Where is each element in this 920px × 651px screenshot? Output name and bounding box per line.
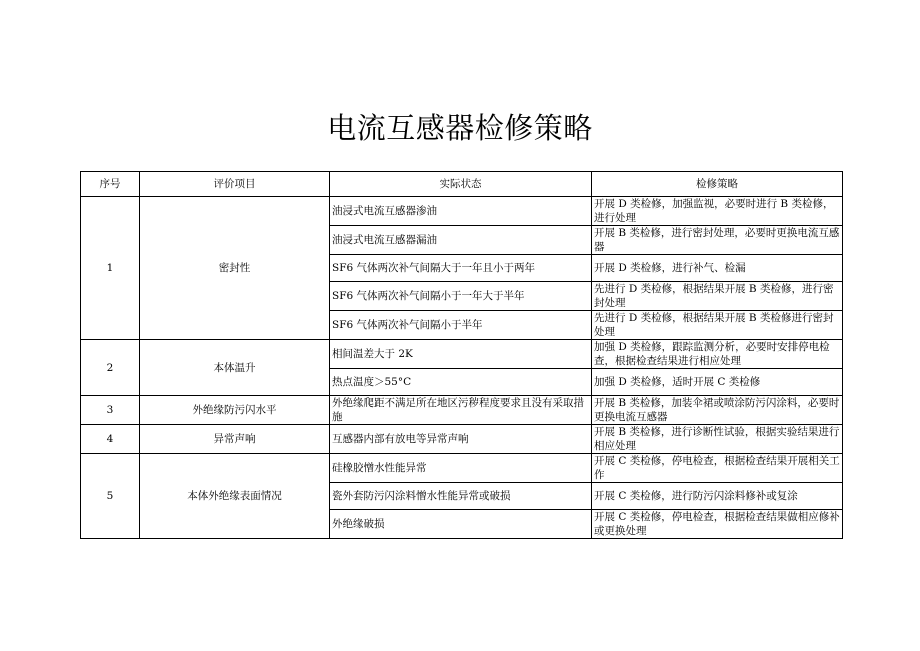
row-number: 1 bbox=[81, 197, 140, 340]
actual-state: 外绝缘爬距不满足所在地区污秽程度要求且没有采取措施 bbox=[330, 396, 592, 425]
maintenance-strategy: 开展 B 类检修，加装伞裙或喷涂防污闪涂料，必要时更换电流互感器 bbox=[592, 396, 843, 425]
evaluation-item: 外绝缘防污闪水平 bbox=[140, 396, 330, 425]
header-strategy: 检修策略 bbox=[592, 172, 843, 197]
header-number: 序号 bbox=[81, 172, 140, 197]
table-header-row bbox=[81, 172, 843, 197]
maintenance-strategy: 开展 D 类检修，加强监视，必要时进行 B 类检修，进行处理 bbox=[592, 197, 843, 226]
row-number: 5 bbox=[81, 454, 140, 539]
actual-state: 外绝缘破损 bbox=[330, 510, 592, 539]
actual-state: 油浸式电流互感器漏油 bbox=[330, 226, 592, 255]
evaluation-item: 密封性 bbox=[140, 197, 330, 340]
actual-state: SF6 气体两次补气间隔小于一年大于半年 bbox=[330, 282, 592, 311]
maintenance-strategy: 开展 C 类检修，停电检查，根据检查结果开展相关工作 bbox=[592, 454, 843, 483]
maintenance-strategy: 加强 D 类检修，适时开展 C 类检修 bbox=[592, 369, 843, 396]
row-number: 3 bbox=[81, 396, 140, 425]
maintenance-strategy: 开展 B 类检修，进行诊断性试验，根据实验结果进行相应处理 bbox=[592, 425, 843, 454]
actual-state: SF6 气体两次补气间隔大于一年且小于两年 bbox=[330, 255, 592, 282]
actual-state: 硅橡胶憎水性能异常 bbox=[330, 454, 592, 483]
maintenance-strategy: 开展 D 类检修，进行补气、检漏 bbox=[592, 255, 843, 282]
maintenance-strategy: 先进行 D 类检修，根据结果开展 B 类检修进行密封处理 bbox=[592, 311, 843, 340]
table-row bbox=[81, 396, 843, 425]
actual-state: 相间温差大于 2K bbox=[330, 340, 592, 369]
row-number: 2 bbox=[81, 340, 140, 396]
actual-state: 瓷外套防污闪涂料憎水性能异常或破损 bbox=[330, 483, 592, 510]
actual-state: 互感器内部有放电等异常声响 bbox=[330, 425, 592, 454]
header-state: 实际状态 bbox=[330, 172, 592, 197]
evaluation-item: 本体温升 bbox=[140, 340, 330, 396]
maintenance-strategy: 先进行 D 类检修，根据结果开展 B 类检修，进行密封处理 bbox=[592, 282, 843, 311]
actual-state: SF6 气体两次补气间隔小于半年 bbox=[330, 311, 592, 340]
actual-state: 油浸式电流互感器渗油 bbox=[330, 197, 592, 226]
maintenance-strategy: 开展 C 类检修，停电检查，根据检查结果做相应修补或更换处理 bbox=[592, 510, 843, 539]
strategy-table bbox=[80, 171, 843, 539]
row-number: 4 bbox=[81, 425, 140, 454]
maintenance-strategy: 开展 C 类检修，进行防污闪涂料修补或复涂 bbox=[592, 483, 843, 510]
actual-state: 热点温度＞55°C bbox=[330, 369, 592, 396]
evaluation-item: 本体外绝缘表面情况 bbox=[140, 454, 330, 539]
maintenance-strategy: 开展 B 类检修，进行密封处理，必要时更换电流互感器 bbox=[592, 226, 843, 255]
table-row bbox=[81, 197, 843, 226]
maintenance-strategy: 加强 D 类检修，跟踪监测分析，必要时安排停电检查，根据检查结果进行相应处理 bbox=[592, 340, 843, 369]
table-row bbox=[81, 425, 843, 454]
evaluation-item: 异常声响 bbox=[140, 425, 330, 454]
header-item: 评价项目 bbox=[140, 172, 330, 197]
document-title: 电流互感器检修策略 bbox=[327, 111, 593, 145]
table-row bbox=[81, 454, 843, 483]
table-row bbox=[81, 340, 843, 369]
